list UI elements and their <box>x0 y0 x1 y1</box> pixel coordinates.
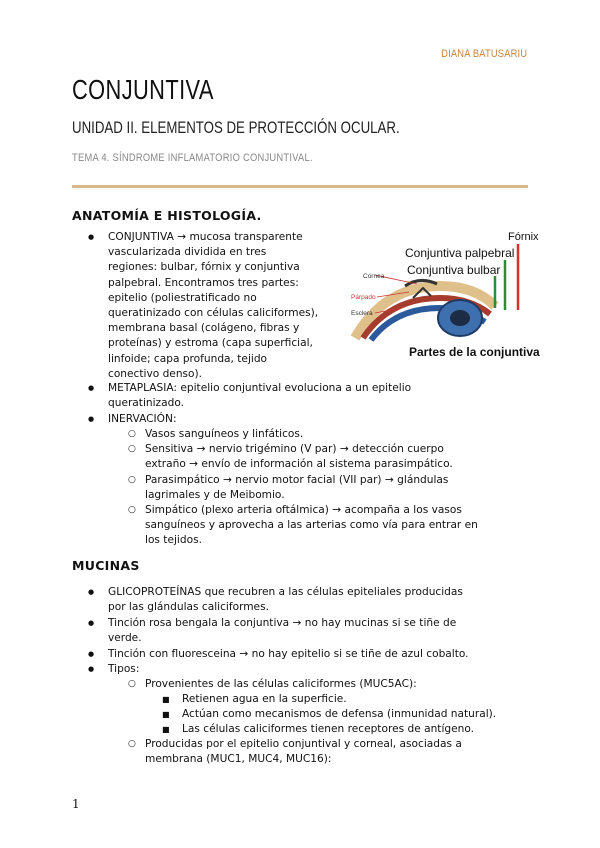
label-cornea: Córnea <box>363 273 385 280</box>
label-palpebral: Conjuntiva palpebral <box>405 246 515 260</box>
sublist-item-caliciformes: ○ Provenientes de las células caliciformes (MUC5AC): <box>145 677 525 692</box>
subsub-item-defensa: ■ Actúan como mecanismos de defensa (inmunidad natural). <box>182 707 528 722</box>
subsub-item-agua: ■ Retienen agua en la superficie. <box>182 692 528 707</box>
list-item-inervacion: ● INERVACIÓN: <box>108 412 177 427</box>
sublist-item-epitelio: ○ Producidas por el epitelio conjuntival y corneal, asociadas a membrana (MUC1, MUC4, MUC16): <box>145 737 525 767</box>
label-parpado: Párpado <box>351 294 376 301</box>
list-item-tipos: ● Tipos: <box>108 662 528 677</box>
list-item-rosa-bengala: ● Tinción rosa bengala la conjuntiva → no hay mucinas si se tiñe de verde. <box>108 616 528 646</box>
list-item-metaplasia: ● METAPLASIA: epitelio conjuntival evoluciona a un epitelio queratinizado. <box>108 381 528 411</box>
topic-line: TEMA 4. SÍNDROME INFLAMATORIO CONJUNTIVAL. <box>72 152 313 164</box>
sublist-item-sensitiva: ○ Sensitiva → nervio trigémino (V par) → detección cuerpo extraño → envío de información al sistema parasimpático. <box>145 442 525 472</box>
subsub-item-receptores: ■ Las células caliciformes tienen receptores de antígeno. <box>182 722 528 737</box>
conjunctiva-diagram <box>345 226 545 362</box>
sublist-item-vasos: ○ Vasos sanguíneos y linfáticos. <box>145 427 525 442</box>
section-heading-anatomia: ANATOMÍA E HISTOLOGÍA. <box>72 208 262 223</box>
figure-caption: Partes de la conjuntiva <box>409 345 540 359</box>
section-heading-mucinas: MUCINAS <box>72 558 140 573</box>
label-esclera: Esclera <box>351 310 373 317</box>
list-item-conjuntiva: ● CONJUNTIVA → mucosa transparente vascularizada dividida en tres regiones: bulbar, fórnix y conjuntiva palpebral. Encontramos tres partes: epitelio (poliestratificado no queratinizado con células caliciformes), membrana basal (colágeno, fibras y proteínas) y estroma (capa superficial, linfoide; capa profunda, tejido conectivo denso). <box>108 230 348 382</box>
author-name: DIANA BATUSARIU <box>440 48 527 60</box>
page-subtitle: UNIDAD II. ELEMENTOS DE PROTECCIÓN OCULAR. <box>72 118 400 137</box>
list-item-fluoresceina: ● Tinción con fluoresceina → no hay epitelio si se tiñe de azul cobalto. <box>108 647 528 662</box>
label-fornix: Fórnix <box>508 231 539 243</box>
sublist-item-parasimpatico: ○ Parasimpático → nervio motor facial (VII par) → glándulas lagrimales y de Meibomio. <box>145 473 525 503</box>
page-number: 1 <box>72 797 80 811</box>
label-bulbar: Conjuntiva bulbar <box>407 263 501 277</box>
list-item-glicoproteinas: ● GLICOPROTEÍNAS que recubren a las células epiteliales producidas por las glándulas caliciformes. <box>108 585 528 615</box>
page-title: CONJUNTIVA <box>72 74 214 105</box>
sublist-item-simpatico: ○ Simpático (plexo arteria oftálmica) → acompaña a los vasos sanguíneos y aprovecha a las arterias como vía para entrar en los tejidos. <box>145 503 530 549</box>
header-divider <box>72 185 528 188</box>
